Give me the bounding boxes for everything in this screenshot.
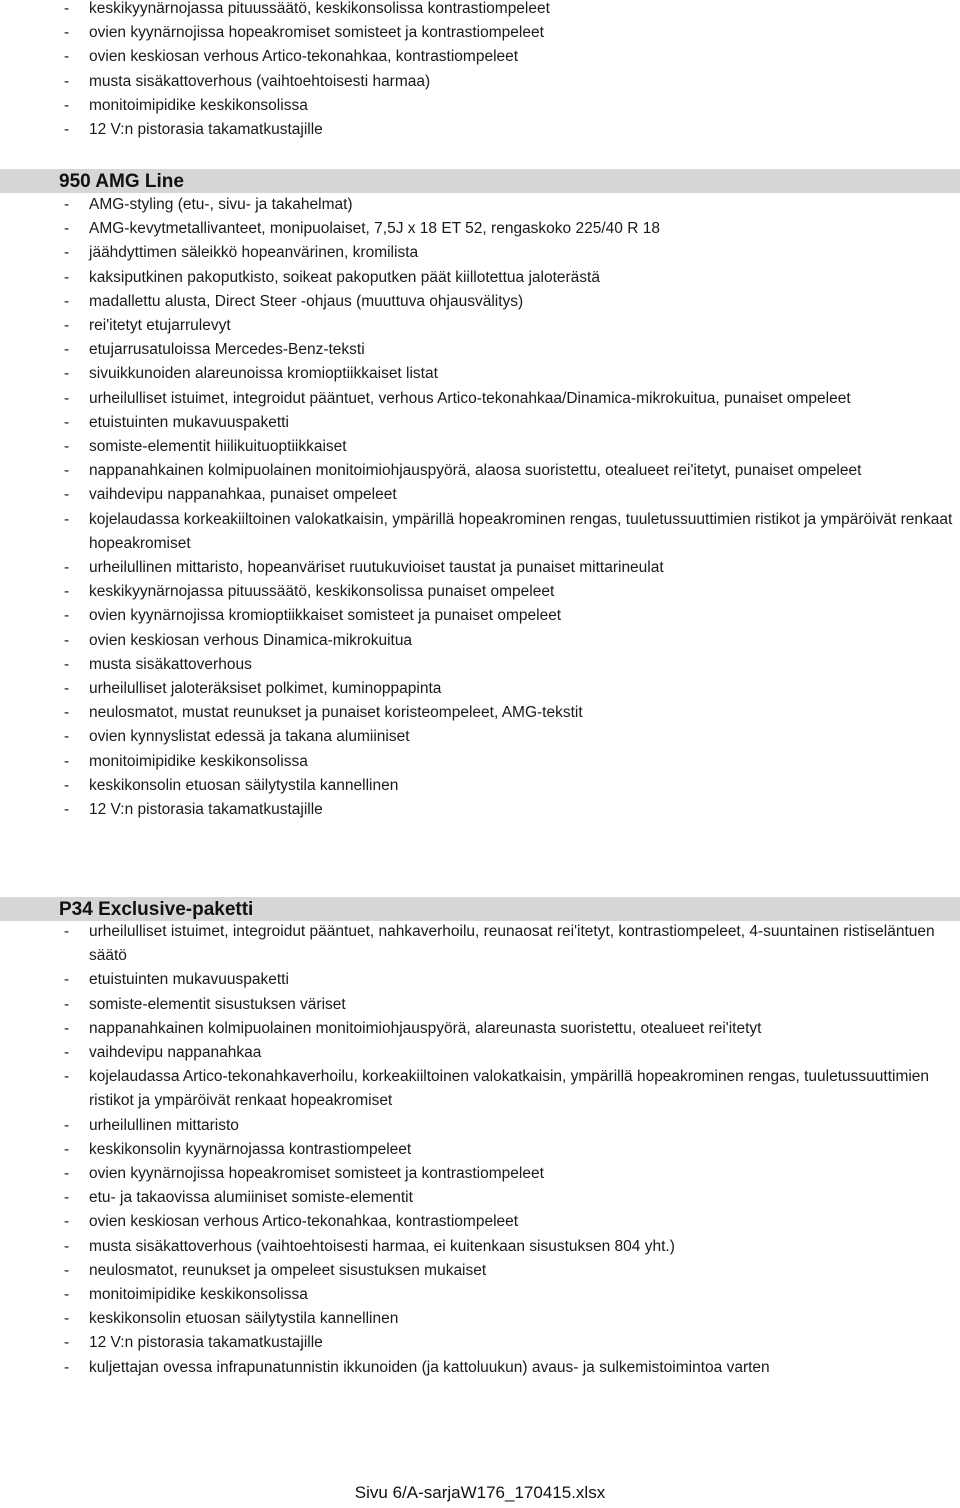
list-item-text: monitoimipidike keskikonsolissa [89,752,308,770]
list-item-text: rei'itetyt etujarrulevyt [89,317,231,335]
list-item-text: vaihdevipu nappanahkaa [89,1044,262,1062]
bullet-dash: - [64,801,70,819]
list-item-text: ovien kynnyslistat edessä ja takana alumiiniset [89,728,410,746]
list-item-text: urheilulliset istuimet, integroidut pääntuet, nahkaverhoilu, reunaosat rei'itetyt, kontrastiompeleet, 4-suuntainen ristiseläntuen säätö [89,923,935,965]
list-item-text: AMG-kevytmetallivanteet, monipuolaiset, 7,5J x 18 ET 52, rengaskoko 225/40 R 18 [89,220,660,238]
list-item [0,1283,960,1307]
bullet-dash: - [64,510,70,528]
list-item [0,798,960,822]
bullet-dash: - [64,680,70,698]
list-p34 [0,920,960,1380]
list-item [0,604,960,628]
section-title-950: 950 AMG Line [59,171,184,192]
list-item [0,387,960,411]
list-item-text: urheilullinen mittaristo, hopeanväriset ruutukuvioiset taustat ja punaiset mittarineulat [89,559,664,577]
bullet-dash: - [64,438,70,456]
bullet-dash: - [64,995,70,1013]
list-top [0,0,960,142]
list-item-text: nappanahkainen kolmipuolainen monitoimiohjauspyörä, alareunasta suoristettu, otealueet rei'itetyt [89,1019,762,1037]
bullet-dash: - [64,0,70,17]
list-item-text: monitoimipidike keskikonsolissa [89,1286,308,1304]
list-item [0,1235,960,1259]
list-item [0,1138,960,1162]
bullet-dash: - [64,752,70,770]
list-item-text: somiste-elementit hiilikuituoptiikkaiset [89,438,347,456]
bullet-dash: - [64,462,70,480]
bullet-dash: - [64,341,70,359]
list-item [0,362,960,386]
list-item-text: urheilulliset istuimet, integroidut pääntuet, verhous Artico-tekonahkaa/Dinamica-mikrokuitua, punaiset ompeleet [89,389,851,407]
list-item [0,118,960,142]
list-item [0,920,960,968]
list-item [0,193,960,217]
bullet-dash: - [64,389,70,407]
list-item-text: kojelaudassa Artico-tekonahkaverhoilu, korkeakiiltoinen valokatkaisin, ympärillä hopeakrominen rengas, tuuletussuuttimien ristikot ja ympäröivät renkaat hopeakromiset [89,1068,930,1110]
bullet-dash: - [64,583,70,601]
section-title-p34: P34 Exclusive-paketti [59,899,254,920]
list-item [0,1162,960,1186]
bullet-dash: - [64,1334,70,1352]
list-item-text: ovien kyynärnojissa hopeakromiset somisteet ja kontrastiompeleet [89,24,544,42]
list-item-text: neulosmatot, mustat reunukset ja punaiset koristeompeleet, AMG-tekstit [89,704,583,722]
list-item-text: musta sisäkattoverhous (vaihtoehtoisesti harmaa, ei kuitenkaan sisustuksen 804 yht.) [89,1237,675,1255]
list-item [0,1356,960,1380]
list-item-text: urheilullinen mittaristo [89,1116,239,1134]
list-item-text: ovien kyynärnojissa kromioptiikkaiset somisteet ja punaiset ompeleet [89,607,562,625]
list-item [0,266,960,290]
bullet-dash: - [64,1286,70,1304]
section-header-950 [0,169,960,193]
list-item [0,241,960,265]
list-item-text: sivuikkunoiden alareunoissa kromioptiikkaiset listat [89,365,438,383]
bullet-dash: - [64,244,70,262]
list-item-text: neulosmatot, reunukset ja ompeleet sisustuksen mukaiset [89,1261,487,1279]
list-item-text: jäähdyttimen säleikkö hopeanvärinen, kromilista [89,244,419,262]
list-item [0,338,960,362]
list-item-text: keskikonsolin etuosan säilytystila kannellinen [89,1310,399,1328]
bullet-dash: - [64,486,70,504]
list-item-text: kojelaudassa korkeakiiltoinen valokatkaisin, ympärillä hopeakrominen rengas, tuuletussuuttimien ristikot ja ympäröivät renkaat hopeakromiset [89,510,953,552]
bullet-dash: - [64,48,70,66]
list-item-text: ovien kyynärnojissa hopeakromiset somisteet ja kontrastiompeleet [89,1165,544,1183]
list-item-text: vaihdevipu nappanahkaa, punaiset ompeleet [89,486,397,504]
list-item-text: keskikonsolin etuosan säilytystila kannellinen [89,776,399,794]
list-item [0,1307,960,1331]
bullet-dash: - [64,317,70,335]
bullet-dash: - [64,1261,70,1279]
list-item [0,580,960,604]
list-item [0,45,960,69]
list-item [0,1210,960,1234]
list-item-text: 12 V:n pistorasia takamatkustajille [89,801,323,819]
list-item [0,701,960,725]
list-item [0,459,960,483]
list-950 [0,193,960,822]
bullet-dash: - [64,413,70,431]
bullet-dash: - [64,24,70,42]
bullet-dash: - [64,923,70,940]
list-item [0,411,960,435]
list-item-text: keskikonsolin kyynärnojassa kontrastiompeleet [89,1140,412,1158]
list-item-text: madallettu alusta, Direct Steer -ohjaus (muuttuva ohjausvälitys) [89,292,524,310]
bullet-dash: - [64,72,70,90]
bullet-dash: - [64,121,70,139]
list-item-text: musta sisäkattoverhous [89,655,252,673]
list-item [0,629,960,653]
bullet-dash: - [64,559,70,577]
bullet-dash: - [64,96,70,114]
bullet-dash: - [64,268,70,286]
list-item [0,725,960,749]
list-item-text: ovien keskiosan verhous Artico-tekonahkaa, kontrastiompeleet [89,48,519,66]
bullet-dash: - [64,1358,70,1376]
bullet-dash: - [64,1310,70,1328]
bullet-dash: - [64,1237,70,1255]
list-item [0,21,960,45]
bullet-dash: - [64,1116,70,1134]
list-item-text: keskikyynärnojassa pituussäätö, keskikonsolissa kontrastiompeleet [89,0,550,17]
list-item [0,94,960,118]
list-item [0,1017,960,1041]
list-item-text: kaksiputkinen pakoputkisto, soikeat pakoputken päät kiillotettua jaloterästä [89,268,600,286]
list-item-text: etujarrusatuloissa Mercedes-Benz-teksti [89,341,365,359]
list-item [0,993,960,1017]
list-item-text: monitoimipidike keskikonsolissa [89,96,308,114]
bullet-dash: - [64,704,70,722]
list-item [0,968,960,992]
list-item [0,1065,960,1113]
list-item [0,290,960,314]
list-item [0,1186,960,1210]
list-item-text: keskikyynärnojassa pituussäätö, keskikonsolissa punaiset ompeleet [89,583,555,601]
bullet-dash: - [64,1165,70,1183]
bullet-dash: - [64,655,70,673]
bullet-dash: - [64,776,70,794]
bullet-dash: - [64,631,70,649]
list-item [0,750,960,774]
list-item-text: kuljettajan ovessa infrapunatunnistin ikkunoiden (ja kattoluukun) avaus- ja sulkemistoimintoa varten [89,1358,770,1376]
bullet-dash: - [64,1189,70,1207]
bullet-dash: - [64,728,70,746]
section-header-p34 [0,897,960,921]
bullet-dash: - [64,292,70,310]
list-item [0,653,960,677]
list-item-text: AMG-styling (etu-, sivu- ja takahelmat) [89,196,353,213]
list-item-text: 12 V:n pistorasia takamatkustajille [89,121,323,139]
list-item-text: 12 V:n pistorasia takamatkustajille [89,1334,323,1352]
bullet-dash: - [64,971,70,989]
bullet-dash: - [64,1213,70,1231]
page-footer: Sivu 6/A-sarjaW176_170415.xlsx [354,1483,606,1502]
list-item-text: ovien keskiosan verhous Artico-tekonahkaa, kontrastiompeleet [89,1213,519,1231]
bullet-dash: - [64,1019,70,1037]
list-item [0,435,960,459]
list-item [0,508,960,556]
bullet-dash: - [64,1044,70,1062]
list-item [0,1331,960,1355]
list-item [0,314,960,338]
bullet-dash: - [64,196,70,213]
list-item-text: etu- ja takaovissa alumiiniset somiste-elementit [89,1189,413,1207]
list-item [0,556,960,580]
list-item-text: etuistuinten mukavuuspaketti [89,413,289,431]
list-item [0,1041,960,1065]
list-item [0,774,960,798]
list-item-text: etuistuinten mukavuuspaketti [89,971,289,989]
list-item [0,483,960,507]
list-item-text: ovien keskiosan verhous Dinamica-mikrokuitua [89,631,413,649]
list-item [0,1259,960,1283]
bullet-dash: - [64,220,70,238]
list-item-text: urheilulliset jaloteräksiset polkimet, kuminoppapinta [89,680,442,698]
list-item [0,70,960,94]
bullet-dash: - [64,1068,70,1086]
list-item [0,0,960,21]
list-item [0,1114,960,1138]
list-item-text: somiste-elementit sisustuksen väriset [89,995,346,1013]
bullet-dash: - [64,365,70,383]
list-item [0,217,960,241]
list-item-text: musta sisäkattoverhous (vaihtoehtoisesti harmaa) [89,72,431,90]
bullet-dash: - [64,607,70,625]
list-item [0,677,960,701]
list-item-text: nappanahkainen kolmipuolainen monitoimiohjauspyörä, alaosa suoristettu, otealueet rei'itetyt, punaiset ompeleet [89,462,862,480]
bullet-dash: - [64,1140,70,1158]
